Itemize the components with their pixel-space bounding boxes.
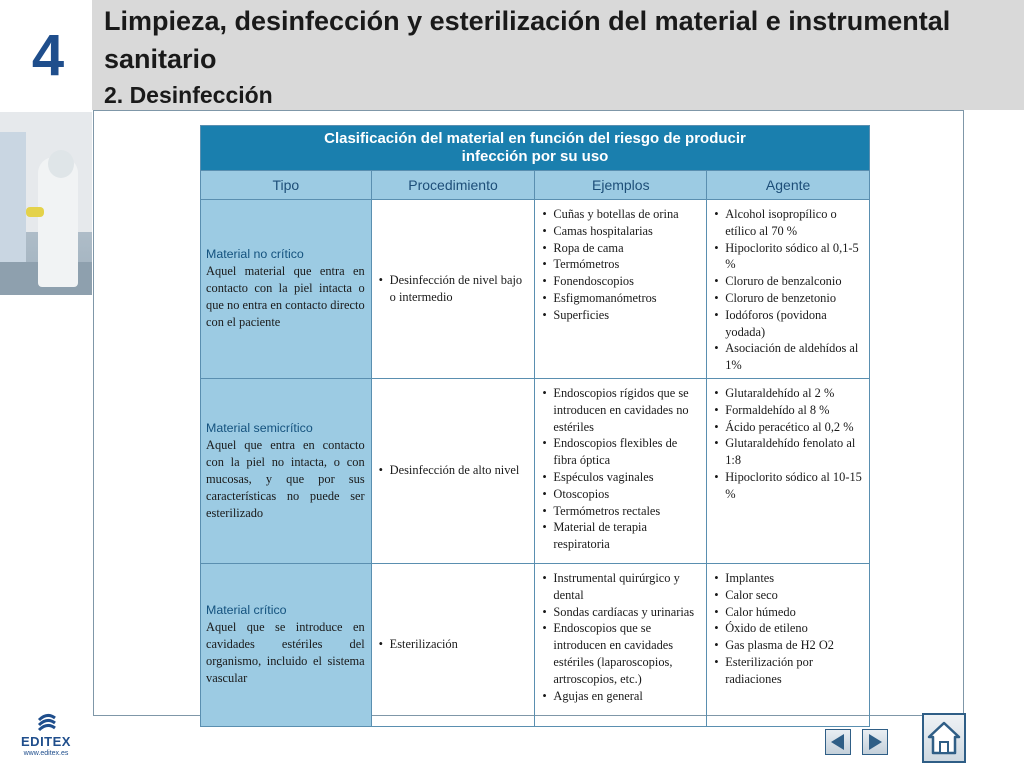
chapter-number: 4	[31, 23, 65, 88]
examples-cell	[535, 200, 707, 379]
agents-cell	[707, 563, 870, 726]
column-header-ejemplos: Ejemplos	[535, 171, 707, 200]
example-item: • Fonendoscopios	[541, 273, 700, 290]
agent-item: • Calor húmedo	[713, 604, 863, 621]
next-slide-button[interactable]	[862, 729, 888, 755]
agent-item: • Óxido de etileno	[713, 620, 863, 637]
house-icon	[924, 715, 964, 761]
agent-item: • Glutaraldehído fenolato al 1:8	[713, 435, 863, 469]
example-item: • Ropa de cama	[541, 240, 700, 257]
table-title-line-1: Clasificación del material en función del riesgo de producir	[324, 130, 746, 147]
agent-item: • Asociación de aldehídos al 1%	[713, 340, 863, 374]
triangle-left-icon	[826, 730, 850, 754]
example-item: • Material de terapia respiratoria	[541, 519, 700, 553]
example-item: • Esfigmomanómetros	[541, 290, 700, 307]
procedure-item: • Desinfección de alto nivel	[378, 462, 529, 479]
type-cell	[201, 200, 372, 379]
example-item: • Cuñas y botellas de orina	[541, 206, 700, 223]
agent-item: • Alcohol isopropílico o etílico al 70 %	[713, 206, 863, 240]
slide-subtitle: 2. Desinfección	[104, 82, 273, 108]
agents-cell	[707, 200, 870, 379]
side-photo	[0, 112, 92, 295]
procedure-cell	[371, 563, 535, 726]
agents-cell	[707, 378, 870, 563]
procedure-item: • Esterilización	[378, 636, 529, 653]
triangle-right-icon	[863, 730, 887, 754]
logo-url: www.editex.es	[23, 750, 69, 757]
type-cell	[201, 378, 372, 563]
agent-item: • Glutaraldehído al 2 %	[713, 385, 863, 402]
example-item: • Otoscopios	[541, 486, 700, 503]
example-item: • Termómetros rectales	[541, 503, 700, 520]
type-name: Material no crítico	[206, 247, 304, 262]
editex-logo	[14, 712, 78, 762]
table-row	[201, 563, 870, 726]
agent-item: • Cloruro de benzetonio	[713, 290, 863, 307]
agent-item: • Implantes	[713, 570, 863, 587]
type-cell	[201, 563, 372, 726]
home-button[interactable]	[922, 713, 966, 763]
table-title	[201, 126, 870, 171]
example-item: • Termómetros	[541, 256, 700, 273]
examples-cell	[535, 563, 707, 726]
column-header-tipo: Tipo	[201, 171, 372, 200]
agent-item: • Calor seco	[713, 587, 863, 604]
type-description: Aquel material que entra en contacto con la piel intacta o que no entra en contacto directo con el paciente	[206, 264, 365, 330]
logo-name: EDITEX	[21, 734, 71, 749]
example-item: • Instrumental quirúrgico y dental	[541, 570, 700, 604]
table-row	[201, 200, 870, 379]
example-item: • Superficies	[541, 307, 700, 324]
example-item: • Espéculos vaginales	[541, 469, 700, 486]
slide-title: Limpieza, desinfección y esterilización del material e instrumental sanitario	[104, 6, 951, 74]
agent-item: • Cloruro de benzalconio	[713, 273, 863, 290]
type-name: Material crítico	[206, 603, 287, 618]
previous-slide-button[interactable]	[825, 729, 851, 755]
column-header-procedimiento: Procedimiento	[371, 171, 535, 200]
example-item: • Endoscopios flexibles de fibra óptica	[541, 435, 700, 469]
example-item: • Endoscopios rígidos que se introducen en cavidades no estériles	[541, 385, 700, 435]
procedure-cell	[371, 378, 535, 563]
agent-item: • Gas plasma de H2 O2	[713, 637, 863, 654]
type-description: Aquel que entra en contacto con la piel no intacta, o con mucosas, y que por sus características no puede ser esterilizado	[206, 437, 365, 520]
procedure-item: • Desinfección de nivel bajo o intermedio	[378, 272, 529, 306]
type-description: Aquel que se introduce en cavidades estériles del organismo, incluido el sistema vascular	[206, 620, 365, 686]
example-item: • Agujas en general	[541, 688, 700, 705]
table-row	[201, 378, 870, 563]
agent-item: • Hipoclorito sódico al 0,1-5 %	[713, 240, 863, 274]
risk-classification-table	[200, 125, 870, 727]
agent-item: • Hipoclorito sódico al 10-15 %	[713, 469, 863, 503]
agent-item: • Esterilización por radiaciones	[713, 654, 863, 688]
type-name: Material semicrítico	[206, 420, 313, 435]
example-item: • Camas hospitalarias	[541, 223, 700, 240]
editex-logo-icon	[36, 712, 58, 734]
agent-item: • Ácido peracético al 0,2 %	[713, 419, 863, 436]
column-header-agente: Agente	[707, 171, 870, 200]
agent-item: • Formaldehído al 8 %	[713, 402, 863, 419]
example-item: • Endoscopios que se introducen en cavidades estériles (laparoscopios, artroscopios, etc.)	[541, 620, 700, 687]
example-item: • Sondas cardíacas y urinarias	[541, 604, 700, 621]
table-title-line-2: infección por su uso	[461, 148, 609, 165]
agent-item: • Iodóforos (povidona yodada)	[713, 307, 863, 341]
examples-cell	[535, 378, 707, 563]
procedure-cell	[371, 200, 535, 379]
